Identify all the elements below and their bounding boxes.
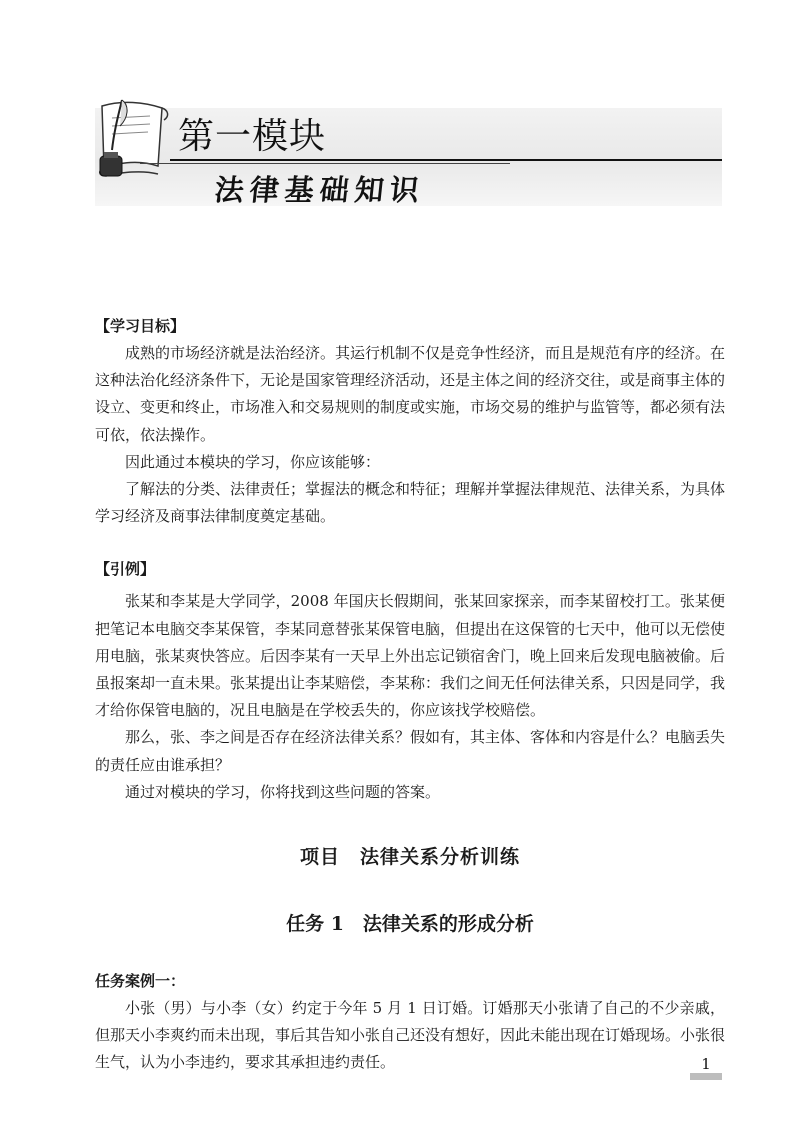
example-heading: 【引例】 [95,560,156,579]
task-title: 任务 1 法律关系的形成分析 [286,913,534,936]
page-number-bar [690,1073,722,1080]
case-section [95,968,725,1077]
case-heading: 任务案例一： [95,972,186,991]
header-rule [170,159,722,161]
page-body [95,312,725,1077]
example-paragraph: 张某和李某是大学同学，2008 年国庆长假期间，张某回家探亲，而李某留校打工。张某便把笔记本电脑交李某保管，李某同意替张某保管电脑，但提出在这保管的七天中，他可以无偿使用电脑，张某爽快答应。后因李某有一天早上外出忘记锁宿舍门，晚上回来后发现电脑被偷。后虽报案却一直未果。张某提出让李某赔偿，李某称：我们之间无任何法律关系，只因是同学，我才给你保管电脑的，况且电脑是在学校丢失的，你应该找学校赔偿。 [95,592,726,720]
objectives-heading: 【学习目标】 [95,317,186,335]
example-section [95,555,725,806]
example-paragraph: 通过对模块的学习，你将找到这些问题的答案。 [125,782,441,801]
page-number: 1 [701,1055,711,1073]
module-title: 第一模块 [178,116,327,157]
objectives-paragraph: 了解法的分类、法律责任；掌握法的概念和特征；理解并掌握法律规范、法律关系，为具体学习经济及商事法律制度奠定基础。 [95,480,726,526]
objectives-section [95,312,725,530]
header-rule-secondary [140,163,510,164]
objectives-paragraph: 成熟的市场经济就是法治经济。其运行机制不仅是竞争性经济，而且是规范有序的经济。在这种法治化经济条件下，无论是国家管理经济活动，还是主体之间的经济交往，或是商事主体的设立、变更和终止，市场准入和交易规则的制度或实施，市场交易的维护与监管等，都必须有法可依，依法操作。 [95,344,726,444]
project-title: 项目 法律关系分析训练 [299,846,520,869]
objectives-paragraph: 因此通过本模块的学习，你应该能够： [125,452,381,471]
example-paragraph: 那么，张、李之间是否存在经济法律关系？假如有，其主体、客体和内容是什么？电脑丢失的责任应由谁承担？ [95,728,726,774]
case-paragraph: 小张（男）与小李（女）约定于今年 5 月 1 日订婚。订婚那天小张请了自己的不少亲戚，但那天小李爽约而未出现，事后其告知小张自己还没有想好，因此未能出现在订婚现场。小张很生气，认为小李违约，要求其承担违约责任。 [95,999,726,1072]
module-subtitle: 法律基础知识 [213,173,427,207]
inkwell-quill-icon [92,96,172,188]
